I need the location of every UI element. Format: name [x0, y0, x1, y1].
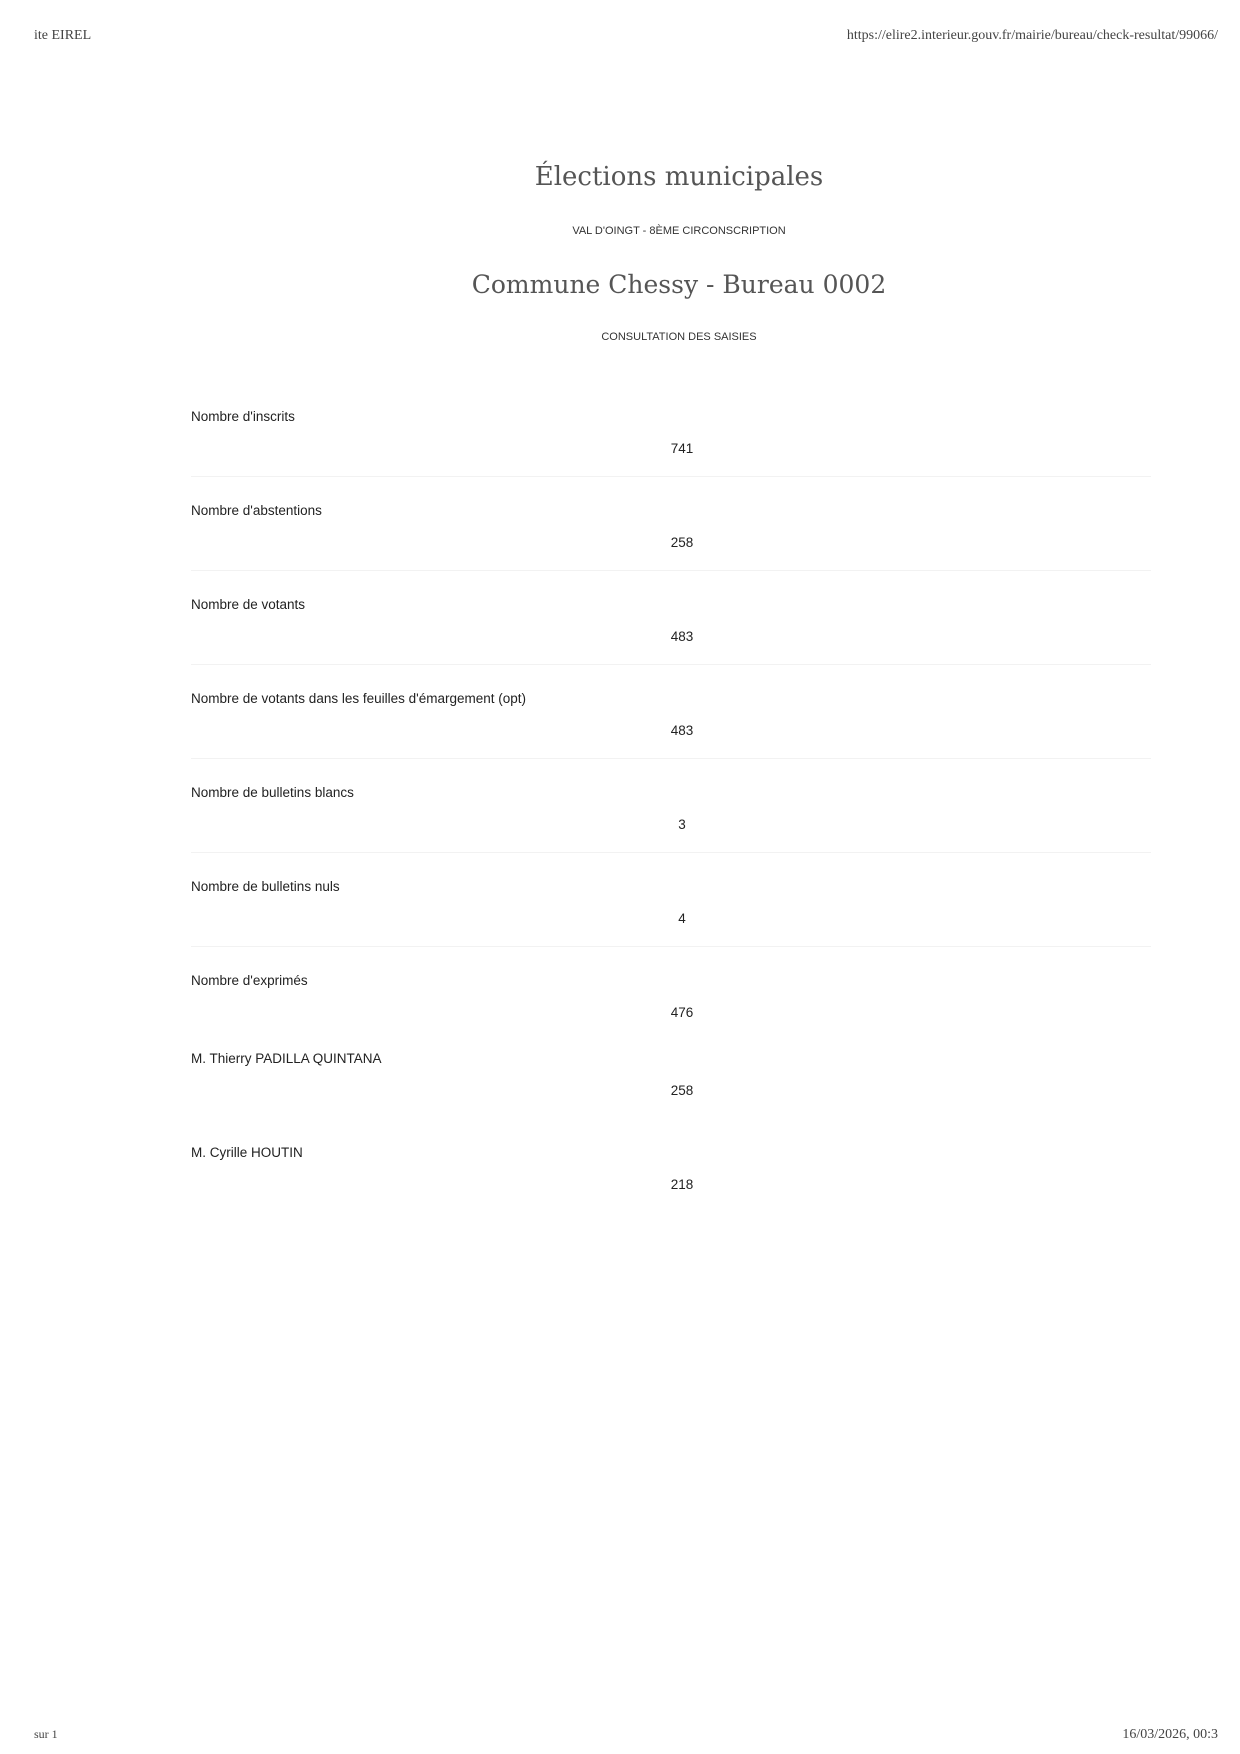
- election-title: Élections municipales: [534, 162, 824, 192]
- result-value-candidate-2: 218: [670, 1177, 694, 1192]
- consultation-subtitle: CONSULTATION DES SAISIES: [601, 331, 757, 343]
- result-label-exprimes: Nombre d'exprimés: [191, 973, 308, 988]
- commune-bureau-title: Commune Chessy - Bureau 0002: [471, 270, 887, 299]
- print-header-site: ite EIREL: [34, 28, 92, 43]
- result-value-blancs: 3: [678, 817, 686, 832]
- circonscription-label: VAL D'OINGT - 8ÈME CIRCONSCRIPTION: [572, 225, 786, 237]
- result-value-nuls: 4: [678, 911, 686, 926]
- result-label-blancs: Nombre de bulletins blancs: [191, 785, 354, 800]
- result-label-votants-emargement: Nombre de votants dans les feuilles d'émargement (opt): [191, 691, 526, 706]
- row-divider: [191, 946, 1151, 947]
- print-footer-timestamp: 16/03/2026, 00:3: [1122, 1727, 1218, 1742]
- row-divider: [191, 758, 1151, 759]
- row-divider: [191, 664, 1151, 665]
- print-footer-page: sur 1: [34, 1727, 58, 1741]
- result-value-candidate-1: 258: [670, 1083, 694, 1098]
- row-divider: [191, 852, 1151, 853]
- row-divider: [191, 570, 1151, 571]
- result-label-abstentions: Nombre d'abstentions: [191, 503, 322, 518]
- print-header-url: https://elire2.interieur.gouv.fr/mairie/bureau/check-resultat/99066/: [846, 28, 1218, 43]
- result-label-candidate-1: M. Thierry PADILLA QUINTANA: [191, 1051, 382, 1066]
- result-value-inscrits: 741: [670, 441, 694, 456]
- result-label-candidate-2: M. Cyrille HOUTIN: [191, 1145, 303, 1160]
- result-value-votants-emargement: 483: [670, 723, 694, 738]
- result-value-exprimes: 476: [670, 1005, 694, 1020]
- row-divider: [191, 476, 1151, 477]
- result-label-votants: Nombre de votants: [191, 597, 306, 612]
- result-value-abstentions: 258: [670, 535, 694, 550]
- result-label-inscrits: Nombre d'inscrits: [191, 409, 295, 424]
- result-value-votants: 483: [670, 629, 694, 644]
- result-label-nuls: Nombre de bulletins nuls: [191, 879, 340, 894]
